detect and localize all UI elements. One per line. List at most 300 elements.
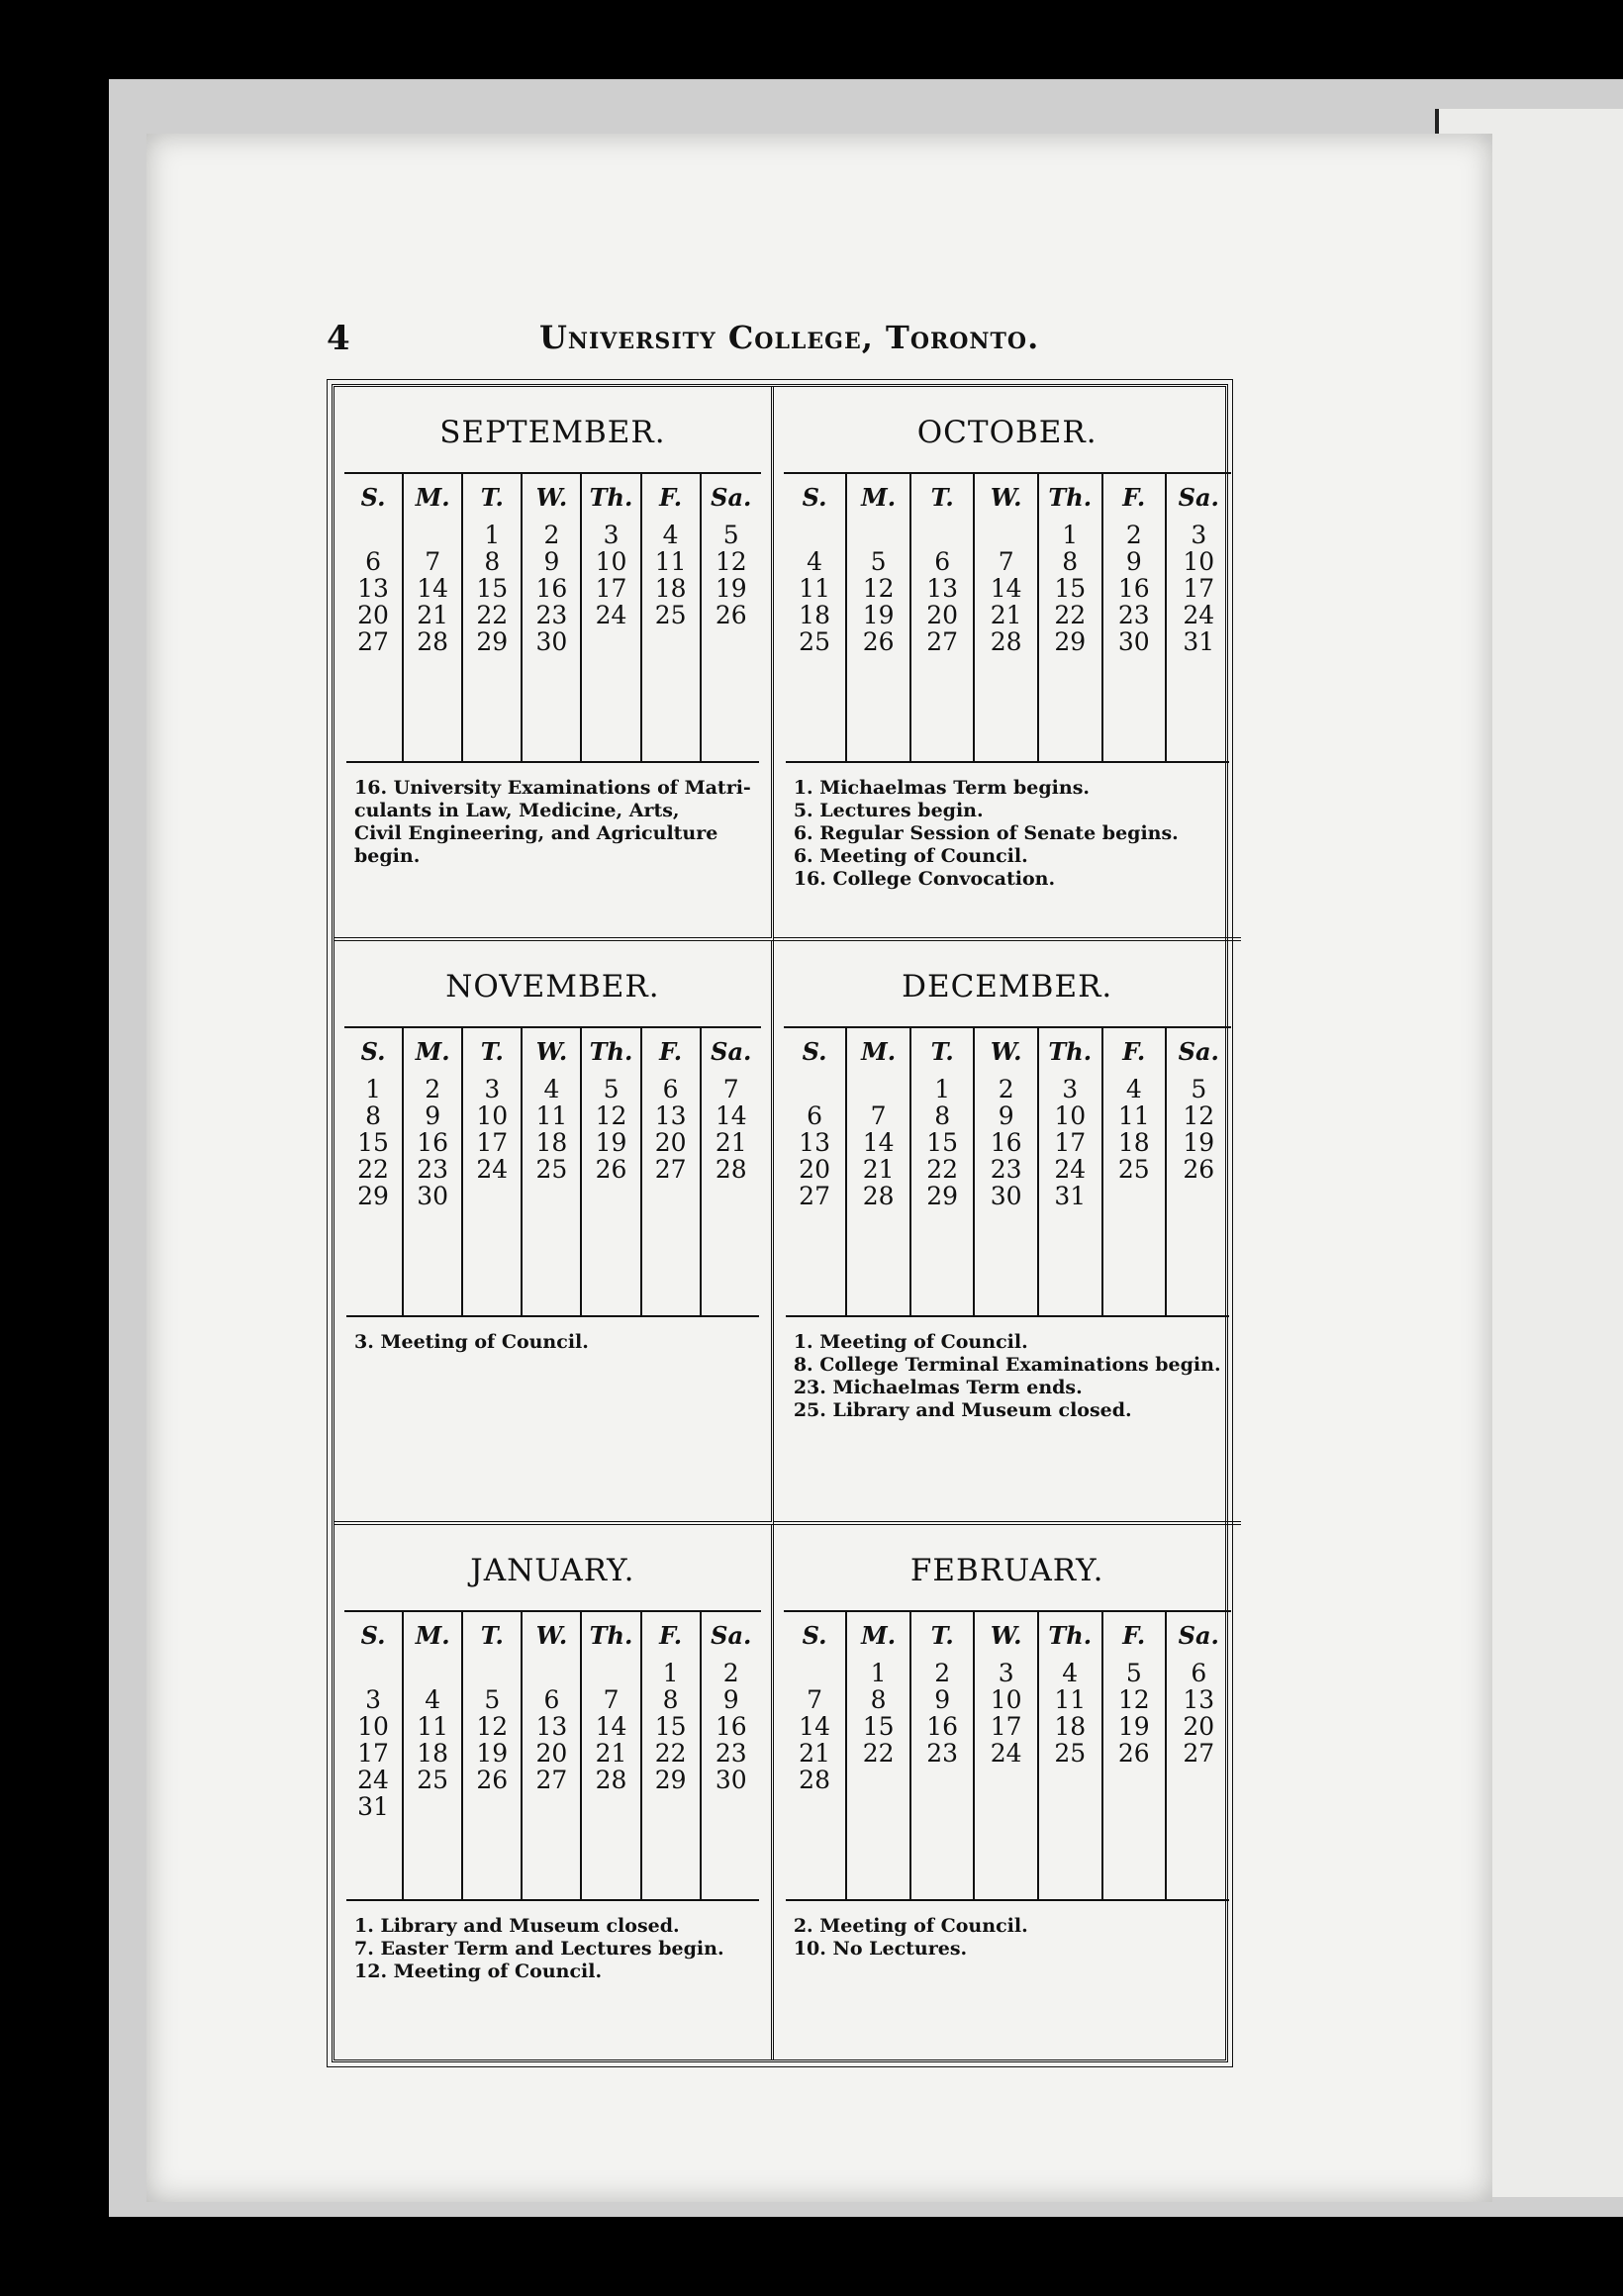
day-number: 11 [1054,1685,1087,1714]
weekday-header: S. [360,1621,386,1650]
day-number [847,522,909,548]
day-number [523,1793,580,1820]
weekday-column [1103,474,1168,761]
weekday-column [344,474,404,761]
day-number: 13 [654,1101,687,1130]
day-number: 5 [484,1685,501,1714]
month-day-grid [784,1610,1231,1899]
weekday-header: Th. [589,1621,633,1650]
day-number: 26 [1183,1155,1215,1184]
weekday-column [523,1612,582,1899]
day-number: 4 [425,1685,441,1714]
note-line: Civil Engineering, and Agriculture [354,822,718,844]
weekday-column [702,1612,761,1899]
weekday-header: Th. [1048,1037,1093,1066]
note-line: 3. Meeting of Council. [354,1331,589,1353]
weekday-column [582,1612,641,1899]
day-number: 24 [1183,601,1215,629]
day-number [784,1660,846,1686]
day-number: 7 [603,1685,620,1714]
day-number: 12 [1117,1685,1150,1714]
day-number: 3 [603,521,620,549]
day-number: 28 [595,1766,627,1794]
day-number: 8 [365,1101,381,1130]
day-number: 11 [417,1712,449,1741]
day-number: 29 [654,1766,687,1794]
day-number: 28 [715,1155,747,1184]
weekday-header: Sa. [1178,1037,1219,1066]
day-number: 17 [357,1739,389,1768]
day-number [582,628,639,655]
day-number: 29 [476,627,509,656]
day-number [404,522,461,548]
day-number: 13 [1183,1685,1215,1714]
weekday-column [1167,1028,1231,1315]
day-number: 9 [998,1101,1014,1130]
weekday-header: F. [659,1037,683,1066]
month-title: FEBRUARY. [909,1553,1104,1588]
day-number: 22 [926,1155,959,1184]
weekday-column [1103,1028,1168,1315]
day-number: 1 [870,1659,887,1687]
day-number [1167,1183,1231,1209]
day-number: 5 [603,1075,620,1103]
day-number: 17 [1054,1128,1087,1157]
day-number: 30 [715,1766,747,1794]
weekday-column [911,1612,976,1899]
weekday-header: S. [802,483,827,512]
month-day-grid [784,1026,1231,1315]
weekday-column [702,1028,761,1315]
note-line: 16. College Convocation. [793,868,1056,890]
day-number: 28 [799,1766,830,1794]
day-number: 3 [998,1659,1014,1687]
weekday-header: W. [535,483,568,512]
weekday-column [582,1028,641,1315]
weekday-column [975,1612,1039,1899]
weekday-header: Th. [1048,1621,1093,1650]
month-notes [786,1315,1229,1436]
day-number: 8 [934,1101,951,1130]
day-number [642,1183,700,1209]
day-number: 25 [535,1155,568,1184]
day-number [702,1793,761,1820]
weekday-header: M. [415,483,450,512]
day-number: 30 [1117,627,1150,656]
weekday-column [847,1028,911,1315]
note-line: 16. University Examinations of Matri- [354,777,751,799]
weekday-column [1167,1612,1231,1899]
day-number: 20 [654,1128,687,1157]
day-number [582,1183,639,1209]
day-number: 4 [1062,1659,1079,1687]
day-number: 4 [662,521,679,549]
weekday-column [911,474,976,761]
day-number: 17 [476,1128,509,1157]
weekday-column [523,1028,582,1315]
weekday-column [784,1028,848,1315]
day-number: 8 [1062,547,1079,576]
weekday-column [404,474,463,761]
weekday-column [642,1028,702,1315]
day-number: 6 [365,547,381,576]
running-head: University College, Toronto. [539,319,1040,356]
month-notes [346,1899,759,1997]
day-number: 18 [654,574,687,603]
weekday-header: Sa. [711,1621,752,1650]
day-number: 1 [1062,521,1079,549]
day-number: 26 [1117,1739,1150,1768]
day-number: 21 [715,1128,747,1157]
day-number: 14 [799,1712,830,1741]
weekday-column [975,1028,1039,1315]
day-number: 28 [862,1182,895,1210]
day-number: 20 [1183,1712,1215,1741]
month-title: SEPTEMBER. [439,415,666,450]
day-number [1167,1767,1231,1793]
day-number [911,1767,974,1793]
month-block [774,387,1241,941]
weekday-header: M. [415,1621,450,1650]
weekday-header: T. [930,1037,954,1066]
weekday-header: T. [480,1621,504,1650]
note-line: 1. Meeting of Council. [793,1331,1028,1353]
weekday-header: T. [480,483,504,512]
day-number: 21 [862,1155,895,1184]
day-number: 18 [1054,1712,1087,1741]
day-number: 25 [1117,1155,1150,1184]
day-number: 26 [595,1155,627,1184]
day-number [463,1183,521,1209]
day-number: 27 [357,627,389,656]
day-number: 1 [484,521,501,549]
day-number: 3 [484,1075,501,1103]
month-day-grid [784,472,1231,761]
day-number: 17 [990,1712,1022,1741]
month-notes [786,1899,1229,1974]
day-number: 4 [543,1075,560,1103]
day-number: 3 [1191,521,1207,549]
day-number [344,1660,402,1686]
weekday-header: W. [990,1621,1022,1650]
weekday-column [463,474,523,761]
day-number: 21 [417,601,449,629]
weekday-header: F. [1122,483,1146,512]
day-number: 1 [365,1075,381,1103]
note-line: 1. Michaelmas Term begins. [793,777,1091,799]
day-number: 5 [870,547,887,576]
month-day-grid [344,1610,761,1899]
calendar-frame [332,384,1228,2062]
weekday-header: Th. [589,483,633,512]
day-number: 22 [1054,601,1087,629]
weekday-column [1167,474,1231,761]
day-number: 13 [535,1712,568,1741]
day-number: 12 [715,547,747,576]
day-number: 21 [799,1739,830,1768]
weekday-column [1039,1612,1103,1899]
day-number: 20 [926,601,959,629]
day-number: 31 [1183,627,1215,656]
weekday-column [1039,474,1103,761]
note-line: 1. Library and Museum closed. [354,1915,680,1937]
weekday-column [1103,1612,1168,1899]
day-number: 10 [476,1101,509,1130]
day-number: 23 [926,1739,959,1768]
day-number: 12 [862,574,895,603]
day-number: 17 [1183,574,1215,603]
day-number: 5 [722,521,739,549]
day-number: 7 [998,547,1014,576]
day-number: 7 [807,1685,823,1714]
weekday-column [523,474,582,761]
day-number: 1 [662,1659,679,1687]
day-number: 18 [799,601,830,629]
page-number: 4 [327,319,350,358]
weekday-column [642,474,702,761]
day-number: 5 [1125,1659,1142,1687]
weekday-column [911,1028,976,1315]
day-number: 20 [357,601,389,629]
weekday-header: S. [360,483,386,512]
day-number: 17 [595,574,627,603]
note-line: 6. Regular Session of Senate begins. [793,822,1179,844]
day-number [523,1660,580,1686]
day-number: 28 [990,627,1022,656]
weekday-header: F. [1122,1621,1146,1650]
day-number: 10 [357,1712,389,1741]
day-number: 4 [807,547,823,576]
day-number: 23 [417,1155,449,1184]
month-notes [346,761,759,882]
day-number: 26 [715,601,747,629]
month-title: NOVEMBER. [445,969,660,1004]
day-number: 24 [990,1739,1022,1768]
day-number: 2 [543,521,560,549]
day-number: 13 [357,574,389,603]
day-number: 7 [425,547,441,576]
day-number: 15 [862,1712,895,1741]
day-number: 29 [357,1182,389,1210]
weekday-header: F. [659,483,683,512]
weekday-header: W. [535,1037,568,1066]
note-line: 5. Lectures begin. [793,800,984,821]
weekday-header: M. [415,1037,450,1066]
day-number: 2 [425,1075,441,1103]
month-block [334,941,774,1525]
day-number: 14 [990,574,1022,603]
day-number: 14 [715,1101,747,1130]
day-number: 2 [1125,521,1142,549]
day-number [523,1183,580,1209]
weekday-header: M. [861,1621,897,1650]
day-number: 11 [535,1101,568,1130]
day-number: 15 [1054,574,1087,603]
day-number: 8 [662,1685,679,1714]
day-number: 12 [476,1712,509,1741]
month-title: OCTOBER. [916,415,1098,450]
day-number: 11 [1117,1101,1150,1130]
day-number: 6 [543,1685,560,1714]
day-number: 12 [1183,1101,1215,1130]
month-block [334,387,774,941]
day-number: 14 [595,1712,627,1741]
day-number [642,628,700,655]
note-line: begin. [354,845,421,867]
day-number: 15 [926,1128,959,1157]
day-number [463,1793,521,1820]
day-number: 22 [654,1739,687,1768]
day-number [784,522,846,548]
day-number: 20 [535,1739,568,1768]
day-number [404,1793,461,1820]
day-number [1103,1183,1166,1209]
day-number [847,1767,909,1793]
note-line: 8. College Terminal Examinations begin. [793,1354,1221,1376]
note-line: 10. No Lectures. [793,1938,968,1960]
weekday-column [784,1612,848,1899]
day-number: 10 [1054,1101,1087,1130]
day-number: 8 [870,1685,887,1714]
day-number: 2 [998,1075,1014,1103]
weekday-header: M. [861,483,897,512]
day-number: 19 [1117,1712,1150,1741]
day-number: 15 [476,574,509,603]
day-number [1039,1767,1101,1793]
day-number [975,1767,1037,1793]
month-day-grid [344,472,761,761]
weekday-column [463,1028,523,1315]
day-number: 22 [862,1739,895,1768]
note-line: culants in Law, Medicine, Arts, [354,800,680,821]
day-number: 9 [425,1101,441,1130]
weekday-header: Th. [589,1037,633,1066]
day-number: 21 [595,1739,627,1768]
day-number [911,522,974,548]
day-number: 24 [357,1766,389,1794]
day-number: 16 [417,1128,449,1157]
day-number: 24 [595,601,627,629]
day-number: 7 [722,1075,739,1103]
month-block [334,1525,774,2059]
day-number: 7 [870,1101,887,1130]
day-number: 28 [417,627,449,656]
month-notes [786,761,1229,905]
day-number: 22 [476,601,509,629]
day-number: 11 [654,547,687,576]
day-number: 19 [862,601,895,629]
day-number [404,1660,461,1686]
day-number [975,522,1037,548]
day-number: 3 [1062,1075,1079,1103]
day-number: 13 [799,1128,830,1157]
day-number: 16 [535,574,568,603]
day-number: 6 [1191,1659,1207,1687]
weekday-header: W. [990,483,1022,512]
weekday-column [404,1612,463,1899]
day-number: 27 [1183,1739,1215,1768]
day-number [784,1076,846,1102]
weekday-header: T. [930,483,954,512]
day-number [582,1793,639,1820]
day-number: 8 [484,547,501,576]
day-number: 5 [1191,1075,1207,1103]
day-number: 25 [417,1766,449,1794]
weekday-column [847,474,911,761]
weekday-column [404,1028,463,1315]
day-number: 30 [417,1182,449,1210]
weekday-header: S. [802,1037,827,1066]
day-number: 6 [807,1101,823,1130]
day-number: 27 [926,627,959,656]
day-number: 13 [926,574,959,603]
day-number: 9 [722,1685,739,1714]
day-number: 15 [357,1128,389,1157]
day-number: 26 [862,627,895,656]
day-number [847,1076,909,1102]
day-number: 9 [543,547,560,576]
day-number: 30 [535,627,568,656]
note-line: 6. Meeting of Council. [793,845,1028,867]
month-title: DECEMBER. [902,969,1113,1004]
weekday-column [702,474,761,761]
weekday-header: T. [930,1621,954,1650]
day-number [702,628,761,655]
day-number: 12 [595,1101,627,1130]
month-title: JANUARY. [470,1553,635,1588]
weekday-header: Sa. [1178,1621,1219,1650]
day-number: 2 [934,1659,951,1687]
day-number: 18 [535,1128,568,1157]
day-number: 27 [799,1182,830,1210]
weekday-header: W. [990,1037,1022,1066]
day-number: 9 [1125,547,1142,576]
month-notes [346,1315,759,1368]
day-number: 10 [595,547,627,576]
day-number: 2 [722,1659,739,1687]
day-number: 16 [1117,574,1150,603]
weekday-header: W. [535,1621,568,1650]
calendar-grid [334,387,1225,2059]
day-number: 25 [654,601,687,629]
note-line: 2. Meeting of Council. [793,1915,1028,1937]
day-number: 18 [417,1739,449,1768]
day-number: 23 [990,1155,1022,1184]
note-line: 12. Meeting of Council. [354,1961,603,1982]
weekday-header: Sa. [711,1037,752,1066]
day-number: 29 [1054,627,1087,656]
day-number [582,1660,639,1686]
day-number [702,1183,761,1209]
day-number: 9 [934,1685,951,1714]
day-number: 25 [1054,1739,1087,1768]
day-number: 6 [934,547,951,576]
day-number: 16 [990,1128,1022,1157]
weekday-column [582,474,641,761]
note-line: 25. Library and Museum closed. [793,1399,1132,1421]
day-number [344,522,402,548]
weekday-header: S. [802,1621,827,1650]
day-number: 6 [662,1075,679,1103]
weekday-header: Th. [1048,483,1093,512]
day-number: 23 [715,1739,747,1768]
day-number: 24 [1054,1155,1087,1184]
weekday-header: Sa. [711,483,752,512]
day-number: 31 [357,1792,389,1821]
weekday-header: F. [659,1621,683,1650]
weekday-column [847,1612,911,1899]
day-number: 23 [1117,601,1150,629]
